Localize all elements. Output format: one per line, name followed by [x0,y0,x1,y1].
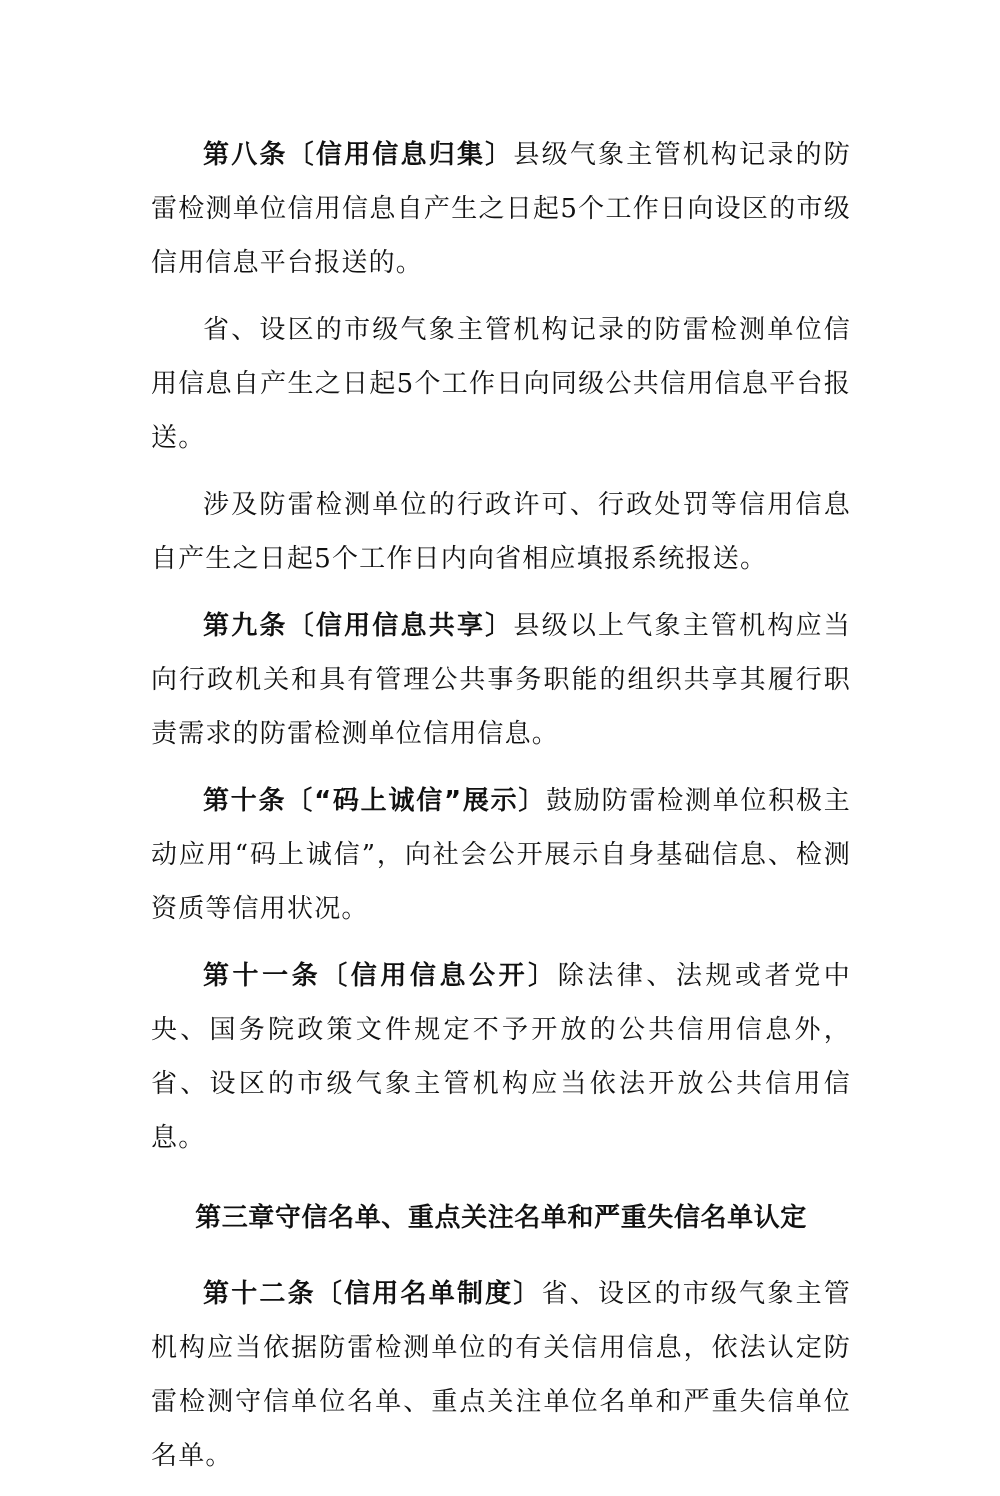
paragraph-article-9 [151,599,851,761]
paragraph-article-10 [151,774,851,936]
paragraph-article-12 [151,1267,851,1483]
chapter-title: 第三章守信名单、重点关注名单和严重失信名单认定 [195,1203,807,1233]
paragraph-text: 省、设区的市级气象主管机构记录的防雷检测单位信用信息自产生之日起5个工作日向同级公共信用信息平台报送。 [151,315,851,453]
paragraph-article-8-part-3 [151,478,851,586]
article-heading: 第八条〔信用信息归集〕 [203,140,514,170]
article-heading: 第九条〔信用信息共享〕 [203,611,514,641]
paragraph-article-11 [151,949,851,1165]
paragraph-text: 县级气象主管机构记录的防雷检测单位信用信息自产生之日起5个工作日向设区的市级信用信息平台报送的。 [151,140,852,278]
article-heading: 第十条〔“码上诚信”展示〕 [203,786,547,816]
paragraph-text: 省、设区的市级气象主管机构应当依据防雷检测单位的有关信用信息，依法认定防雷检测守信单位名单、重点关注单位名单和严重失信单位名单。 [151,1279,852,1471]
paragraph-text: 除法律、法规或者党中央、国务院政策文件规定不予开放的公共信用信息外，省、设区的市级气象主管机构应当依法开放公共信用信息。 [151,961,851,1153]
article-heading: 第十一条〔信用信息公开〕 [203,961,558,991]
paragraph-article-8-part-2 [151,303,851,465]
paragraph-text: 鼓励防雷检测单位积极主动应用“码上诚信”，向社会公开展示自身基础信息、检测资质等信用状况。 [151,786,851,924]
document-page [151,128,851,1496]
paragraph-article-8 [151,128,851,290]
paragraph-text: 涉及防雷检测单位的行政许可、行政处罚等信用信息自产生之日起5个工作日内向省相应填报系统报送。 [151,490,851,574]
article-heading: 第十二条〔信用名单制度〕 [203,1279,542,1309]
paragraph-text: 县级以上气象主管机构应当向行政机关和具有管理公共事务职能的组织共享其履行职责需求的防雷检测单位信用信息。 [151,611,852,749]
